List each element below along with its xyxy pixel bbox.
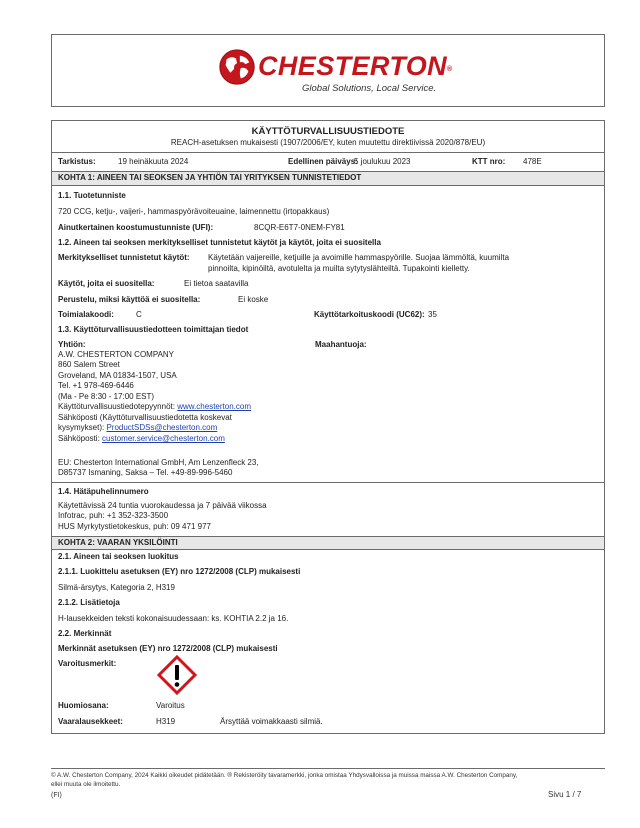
- usecode-label: Käyttötarkoituskoodi (UC62):: [314, 310, 425, 319]
- uses-line-2: pinnoilta, kipinöiltä, avotulelta ja muilta sytytyslähteiltä. Tupakointi kielletty.: [208, 264, 470, 273]
- company-line: 860 Salem Street: [58, 360, 120, 369]
- classification: Silmä-ärsytys, Kategoria 2, H319: [58, 583, 175, 592]
- uses-label: Merkitykselliset tunnistetut käytöt:: [58, 253, 190, 262]
- reason-label: Perustelu, miksi käyttöä ei suositella:: [58, 295, 201, 304]
- product-name: 720 CCG, ketju-, vaijeri-, hammaspyörävoiteuaine, laimennettu (irtopakkaus): [58, 207, 330, 216]
- usecode-value: 35: [428, 310, 437, 319]
- email-sds-line-2: kysymykset): ProductSDSs@chesterton.com: [58, 423, 218, 432]
- email-sds-line-1: Sähköposti (Käyttöturvallisuustiedotetta koskevat: [58, 413, 232, 422]
- brand-name: CHESTERTON®: [258, 51, 453, 81]
- company-line: Tel. +1 978-469-6446: [58, 381, 134, 390]
- brand-tagline: Global Solutions, Local Service.: [302, 83, 437, 94]
- sector-value: C: [136, 310, 142, 319]
- emergency-line: Käytettävissä 24 tuntia vuorokaudessa ja 7 päivää viikossa: [58, 501, 267, 510]
- sds-body: [51, 120, 605, 734]
- footer-page-number: Sivu 1 / 7: [548, 790, 582, 799]
- section-2-header: KOHTA 2: VAARAN YKSILÖINTI: [58, 538, 178, 547]
- s21-title: 2.1. Aineen tai seoksen luokitus: [58, 552, 179, 561]
- email-line: Sähköposti: customer.service@chesterton.com: [58, 434, 225, 443]
- sds-request-link[interactable]: www.chesterton.com: [177, 402, 251, 411]
- ktt-label: KTT nro:: [472, 157, 506, 166]
- eu-line-2: D85737 Ismaning, Saksa – Tel. +49-89-996-5460: [58, 468, 233, 477]
- document-subtitle: REACH-asetuksen mukaisesti (1907/2006/EY, kuten muutettu direktiivissä 2020/878/EU): [170, 138, 486, 147]
- labelling-title: Merkinnät asetuksen (EY) nro 1272/2008 (CLP) mukaisesti: [58, 644, 278, 653]
- s212-title: 2.1.2. Lisätietoja: [58, 598, 120, 607]
- customer-service-email-link[interactable]: customer.service@chesterton.com: [102, 434, 225, 443]
- company-line: Groveland, MA 01834-1507, USA: [58, 371, 177, 380]
- importer-label: Maahantuoja:: [315, 340, 367, 349]
- document-title: KÄYTTÖTURVALLISUUSTIEDOTE: [251, 126, 405, 137]
- additional-info: H-lausekkeiden teksti kokonaisuudessaan: ks. KOHTIA 2.2 ja 16.: [58, 614, 289, 623]
- eu-line-1: EU: Chesterton International GmbH, Am Lenzenfleck 23,: [58, 458, 259, 467]
- previous-label: Edellinen päiväys:: [288, 157, 358, 166]
- s13-title: 1.3. Käyttöturvallisuustiedotteen toimittajan tiedot: [58, 325, 249, 334]
- sds-request-line: Käyttöturvallisuustiedotepyynnöt: www.chesterton.com: [58, 402, 251, 411]
- uses-line-1: Käytetään vaijereille, ketjuille ja avoimille hammaspyörille. Suojaa lämmöltä, kuumilta: [208, 253, 510, 262]
- emergency-line: Infotrac, puh: +1 352-323-3500: [58, 511, 169, 520]
- s211-title: 2.1.1. Luokittelu asetuksen (EY) nro 1272/2008 (CLP) mukaisesti: [58, 567, 301, 576]
- logo-box: [51, 34, 605, 107]
- footer-language: (FI): [51, 792, 62, 799]
- ufi-value: 8CQR-E6T7-0NEM-FY81: [254, 223, 345, 232]
- hazard-text: Ärsyttää voimakkaasti silmiä.: [220, 717, 323, 726]
- footer-copyright-line-2: ellei muuta ole ilmoitettu.: [51, 781, 121, 788]
- s11-title: 1.1. Tuotetunniste: [58, 191, 126, 200]
- ktt-number: 478E: [523, 157, 542, 166]
- section-1-header: KOHTA 1: AINEEN TAI SEOKSEN JA YHTIÖN TAI YRITYKSEN TUNNISTETIEDOT: [58, 173, 362, 182]
- hazard-code: H319: [156, 717, 176, 726]
- company-line: A.W. CHESTERTON COMPANY: [58, 350, 175, 359]
- revision-date: 19 heinäkuuta 2024: [118, 157, 189, 166]
- company-label: Yhtiön:: [58, 340, 86, 349]
- hazard-label: Vaaralausekkeet:: [58, 717, 123, 726]
- revision-label: Tarkistus:: [58, 157, 96, 166]
- not-recommended-value: Ei tietoa saatavilla: [184, 279, 249, 288]
- not-recommended-label: Käytöt, joita ei suositella:: [58, 279, 155, 288]
- ufi-label: Ainutkertainen koostumustunniste (UFI):: [58, 223, 214, 232]
- sector-label: Toimialakoodi:: [58, 310, 114, 319]
- emergency-line: HUS Myrkytystietokeskus, puh: 09 471 977: [58, 522, 211, 531]
- s22-title: 2.2. Merkinnät: [58, 629, 112, 638]
- pictograms-label: Varoitusmerkit:: [58, 659, 117, 668]
- globe-icon: [218, 48, 256, 86]
- signal-word-label: Huomiosana:: [58, 701, 109, 710]
- reason-value: Ei koske: [238, 295, 269, 304]
- footer-divider: [51, 768, 605, 769]
- s12-title: 1.2. Aineen tai seoksen merkitykselliset tunnistetut käytöt ja käytöt, joita ei suositella: [58, 238, 381, 247]
- previous-date: 5 joulukuu 2023: [354, 157, 411, 166]
- signal-word-value: Varoitus: [156, 701, 185, 710]
- company-line: (Ma - Pe 8:30 - 17:00 EST): [58, 392, 155, 401]
- product-sds-email-link[interactable]: ProductSDSs@chesterton.com: [106, 423, 218, 432]
- ghs-exclamation-icon: [157, 655, 197, 695]
- footer-copyright-line-1: © A.W. Chesterton Company, 2024 Kaikki oikeudet pidätetään. ® Rekisteröity tavaramerkki, jonka omistaa Yhdysvalloissa ja muissa maissa A.W. Chesterton Company,: [51, 772, 518, 779]
- s14-title: 1.4. Hätäpuhelinnumero: [58, 487, 149, 496]
